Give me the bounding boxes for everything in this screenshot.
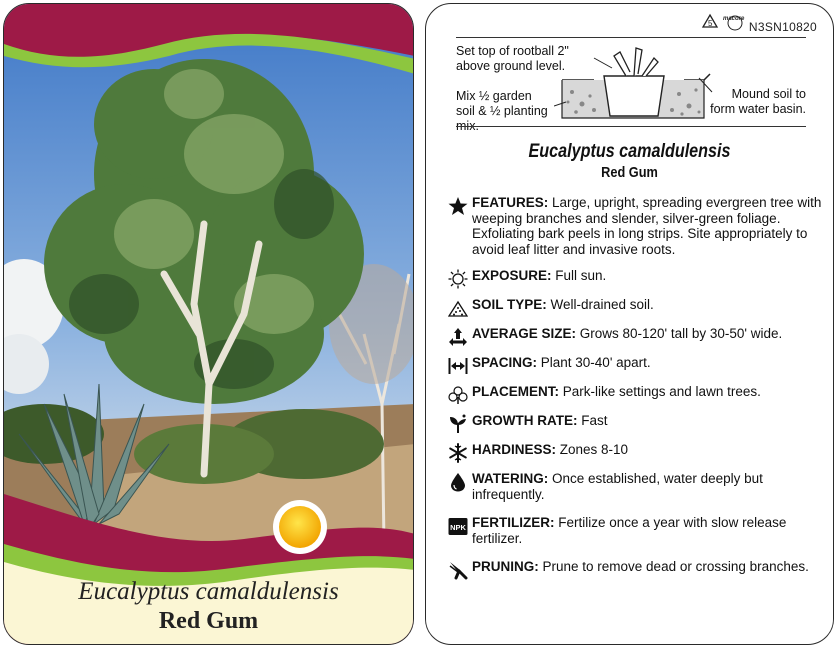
info-features — [448, 195, 828, 257]
sprout-icon — [448, 414, 468, 434]
spacing-text: Plant 30-40' apart. — [537, 355, 651, 370]
placement-icon — [448, 385, 468, 405]
exposure-text: Full sun. — [551, 268, 607, 283]
soil-icon — [448, 298, 468, 318]
diagram-right-note: Mound soil to form water basin. — [710, 87, 806, 116]
info-hardiness — [448, 442, 828, 458]
pruning-text: Prune to remove dead or crossing branches. — [538, 559, 809, 574]
average-size-text: Grows 80-120' tall by 30-50' wide. — [576, 326, 783, 341]
placement-text: Park-like settings and lawn trees. — [559, 384, 761, 399]
info-average-size — [448, 326, 828, 342]
watering-label: WATERING: — [472, 471, 549, 486]
planting-diagram — [554, 44, 714, 124]
average-size-label: AVERAGE SIZE: — [472, 326, 577, 341]
sun-outline-icon — [448, 269, 468, 289]
star-icon — [448, 196, 468, 216]
top-divider — [456, 37, 806, 38]
info-growth-rate — [448, 413, 828, 429]
watering-text: Once established, water deeply but infrequently. — [472, 471, 763, 502]
pruning-label: PRUNING: — [472, 559, 539, 574]
sun-icon — [279, 506, 321, 548]
hardiness-text: Zones 8-10 — [556, 442, 629, 457]
placement-label: PLACEMENT: — [472, 384, 559, 399]
front-common-name: Red Gum — [158, 608, 259, 634]
info-spacing — [448, 355, 828, 371]
soil-type-label: SOIL TYPE: — [472, 297, 547, 312]
back-card — [425, 3, 834, 645]
back-scientific-name: Eucalyptus camaldulensis — [528, 141, 731, 162]
growth-rate-text: Fast — [577, 413, 608, 428]
features-label: FEATURES: — [472, 195, 549, 210]
info-soil-type — [448, 297, 828, 313]
info-exposure — [448, 268, 828, 284]
front-card — [3, 3, 414, 645]
npk-icon — [448, 516, 468, 536]
info-placement — [448, 384, 828, 400]
info-pruning — [448, 559, 828, 575]
features-text: Large, upright, spreading evergreen tree with weeping branches and slender, silver-green foliage. Exfoliating bark peels in long strips. Site appropriately to avoid leaf litter and invasive roots. — [472, 195, 822, 257]
product-code: N3SN10820 — [748, 20, 817, 34]
info-watering — [448, 471, 828, 502]
growth-rate-label: GROWTH RATE: — [472, 413, 578, 428]
spacing-icon — [448, 356, 468, 376]
plant-photo — [4, 4, 414, 645]
fertilizer-text: Fertilize once a year with slow release fertilizer. — [472, 515, 787, 546]
diagram-left-note: Mix ½ garden soil & ½ planting mix. — [456, 89, 548, 133]
size-icon — [448, 327, 468, 347]
info-fertilizer — [448, 515, 828, 546]
diagram-top-note: Set top of rootball 2" above ground level. — [456, 44, 569, 73]
back-common-name: Red Gum — [601, 164, 658, 181]
macore-logo: macore — [723, 16, 745, 22]
water-drop-icon — [448, 472, 468, 492]
hardiness-label: HARDINESS: — [472, 442, 557, 457]
snowflake-icon — [448, 443, 468, 463]
exposure-label: EXPOSURE: — [472, 268, 552, 283]
recycle-number: 5 — [708, 19, 713, 28]
diagram-divider — [456, 126, 806, 127]
front-scientific-name: Eucalyptus camaldulensis — [78, 578, 339, 605]
pruners-icon — [448, 560, 468, 580]
npk-icon-text: NPK — [450, 523, 466, 532]
spacing-label: SPACING: — [472, 355, 538, 370]
soil-type-text: Well-drained soil. — [546, 297, 654, 312]
fertilizer-label: FERTILIZER: — [472, 515, 555, 530]
